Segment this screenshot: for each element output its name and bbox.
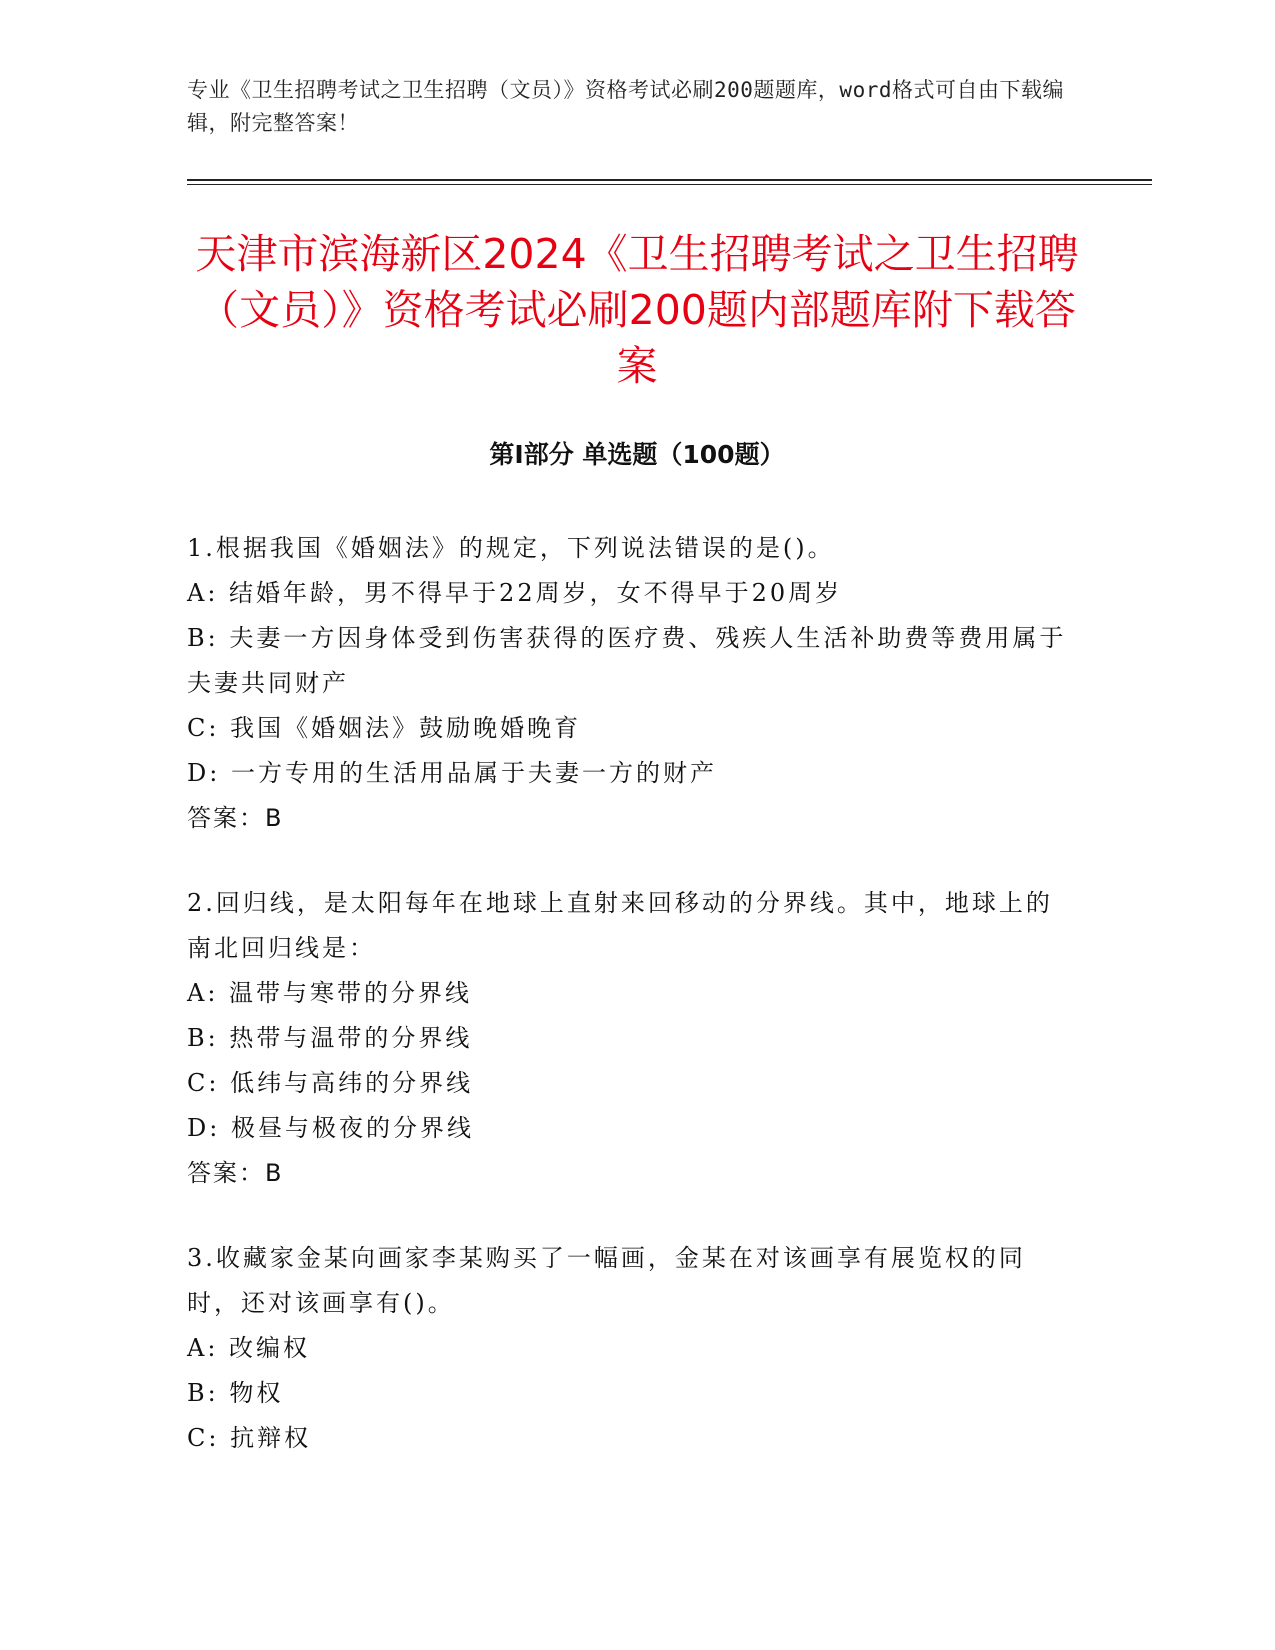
section-title: 第Ⅰ部分 单选题（100题） — [489, 440, 785, 469]
option-a: A: 温带与寒带的分界线 — [187, 979, 473, 1007]
question-2 — [187, 881, 1067, 1196]
document-title: 天津市滨海新区2024《卫生招聘考试之卫生招聘（文员）》资格考试必刷200题内部题库附下载答案 — [195, 230, 1079, 390]
option-a: A: 结婚年龄，男不得早于22周岁，女不得早于20周岁 — [187, 579, 843, 607]
option-b: B: 物权 — [187, 1379, 284, 1407]
header-rule-thin — [187, 184, 1152, 185]
question-stem: 2.回归线，是太阳每年在地球上直射来回移动的分界线。其中，地球上的南北回归线是： — [187, 889, 1053, 962]
option-c: C: 我国《婚姻法》鼓励晚婚晚育 — [187, 714, 582, 742]
option-a: A: 改编权 — [187, 1334, 311, 1362]
question-list — [187, 526, 1067, 1501]
option-c: C: 抗辩权 — [187, 1424, 312, 1452]
option-d: D: 一方专用的生活用品属于夫妻一方的财产 — [187, 759, 717, 787]
question-stem: 3.收藏家金某向画家李某购买了一幅画，金某在对该画享有展览权的同时，还对该画享有()。 — [187, 1244, 1026, 1317]
answer-text: 答案：B — [187, 804, 284, 832]
question-1 — [187, 526, 1067, 841]
option-c: C: 低纬与高纬的分界线 — [187, 1069, 474, 1097]
option-b: B: 热带与温带的分界线 — [187, 1024, 473, 1052]
option-d: D: 极昼与极夜的分界线 — [187, 1114, 474, 1142]
answer-text: 答案：B — [187, 1159, 284, 1187]
option-b: B: 夫妻一方因身体受到伤害获得的医疗费、残疾人生活补助费等费用属于夫妻共同财产 — [187, 624, 1067, 697]
header-note: 专业《卫生招聘考试之卫生招聘（文员）》资格考试必刷200题题库，word格式可自由下载编辑，附完整答案！ — [187, 78, 1064, 135]
question-3 — [187, 1236, 1067, 1461]
header-rule-thick — [187, 179, 1152, 181]
question-stem: 1.根据我国《婚姻法》的规定，下列说法错误的是()。 — [187, 534, 835, 562]
